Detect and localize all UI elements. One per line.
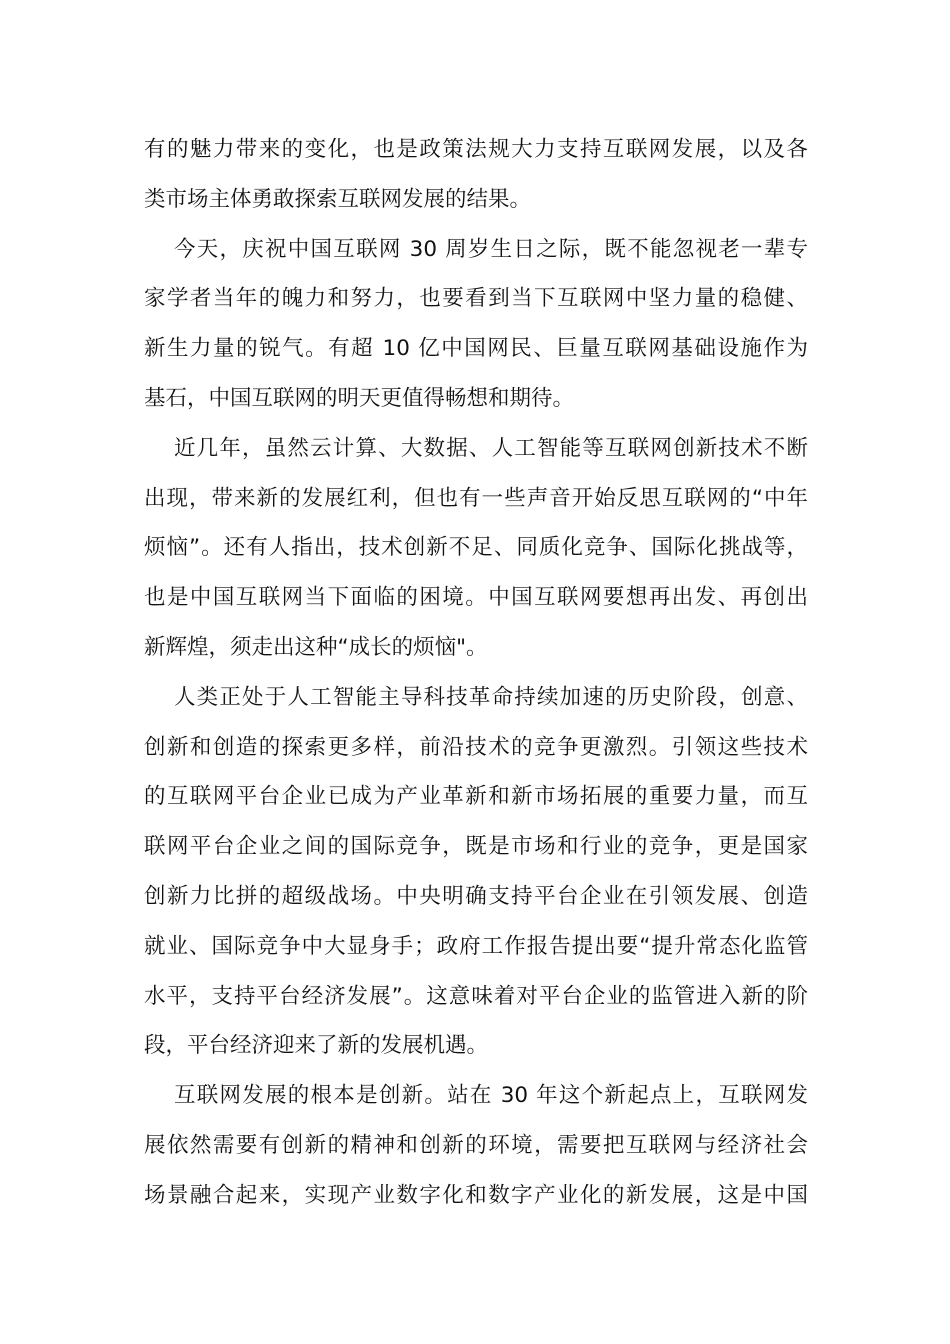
- text-line: 新辉煌，须走出这种“成长的烦恼"。: [144, 634, 488, 660]
- text-line: 今天，庆祝中国互联网 30 周岁生日之际，既不能忽视老一辈专: [174, 236, 808, 262]
- text-line: 创新和创造的探索更多样，前沿技术的竞争更激烈。引领这些技术: [144, 734, 808, 760]
- text-line: 有的魅力带来的变化，也是政策法规大力支持互联网发展，以及各: [144, 137, 808, 162]
- text-line: 也是中国互联网当下面临的困境。中国互联网要想再出发、再创出: [144, 585, 808, 611]
- paragraph-1: [144, 125, 808, 225]
- text-line: 人类正处于人工智能主导科技革命持续加速的历史阶段，创意、: [174, 684, 808, 710]
- text-line: 烦恼”。还有人指出，技术创新不足、同质化竞争、国际化挑战等，: [144, 535, 808, 561]
- text-line: 新生力量的锐气。有超 10 亿中国网民、巨量互联网基础设施作为: [144, 336, 808, 362]
- paragraph-5: [144, 1071, 808, 1220]
- text-line: 段，平台经济迎来了新的发展机遇。: [144, 1033, 489, 1059]
- text-line: 联网平台企业之间的国际竞争，既是市场和行业的竞争，更是国家: [144, 834, 808, 860]
- text-line: 互联网发展的根本是创新。站在 30 年这个新起点上，互联网发: [174, 1083, 808, 1109]
- text-line: 就业、国际竞争中大显身手；政府工作报告提出要“提升常态化监管: [144, 933, 808, 959]
- paragraph-4: [144, 673, 808, 1071]
- text-line: 近几年，虽然云计算、大数据、人工智能等互联网创新技术不断: [174, 435, 808, 461]
- paragraph-3: [144, 424, 808, 673]
- text-line: 展依然需要有创新的精神和创新的环境，需要把互联网与经济社会: [144, 1132, 808, 1158]
- body-text: [144, 125, 808, 1221]
- text-line: 类市场主体勇敢探索互联网发展的结果。: [144, 186, 532, 212]
- text-line: 家学者当年的魄力和努力，也要看到当下互联网中坚力量的稳健、: [144, 286, 808, 312]
- paragraph-2: [144, 225, 808, 424]
- text-line: 出现，带来新的发展红利，但也有一些声音开始反思互联网的“中年: [144, 485, 808, 511]
- text-line: 场景融合起来，实现产业数字化和数字产业化的新发展，这是中国: [144, 1182, 808, 1208]
- text-line: 创新力比拼的超级战场。中央明确支持平台企业在引领发展、创造: [144, 883, 808, 909]
- text-line: 的互联网平台企业已成为产业革新和新市场拓展的重要力量，而互: [144, 784, 808, 810]
- text-line: 水平，支持平台经济发展”。这意味着对平台企业的监管进入新的阶: [144, 983, 808, 1009]
- text-line: 基石，中国互联网的明天更值得畅想和期待。: [144, 385, 575, 411]
